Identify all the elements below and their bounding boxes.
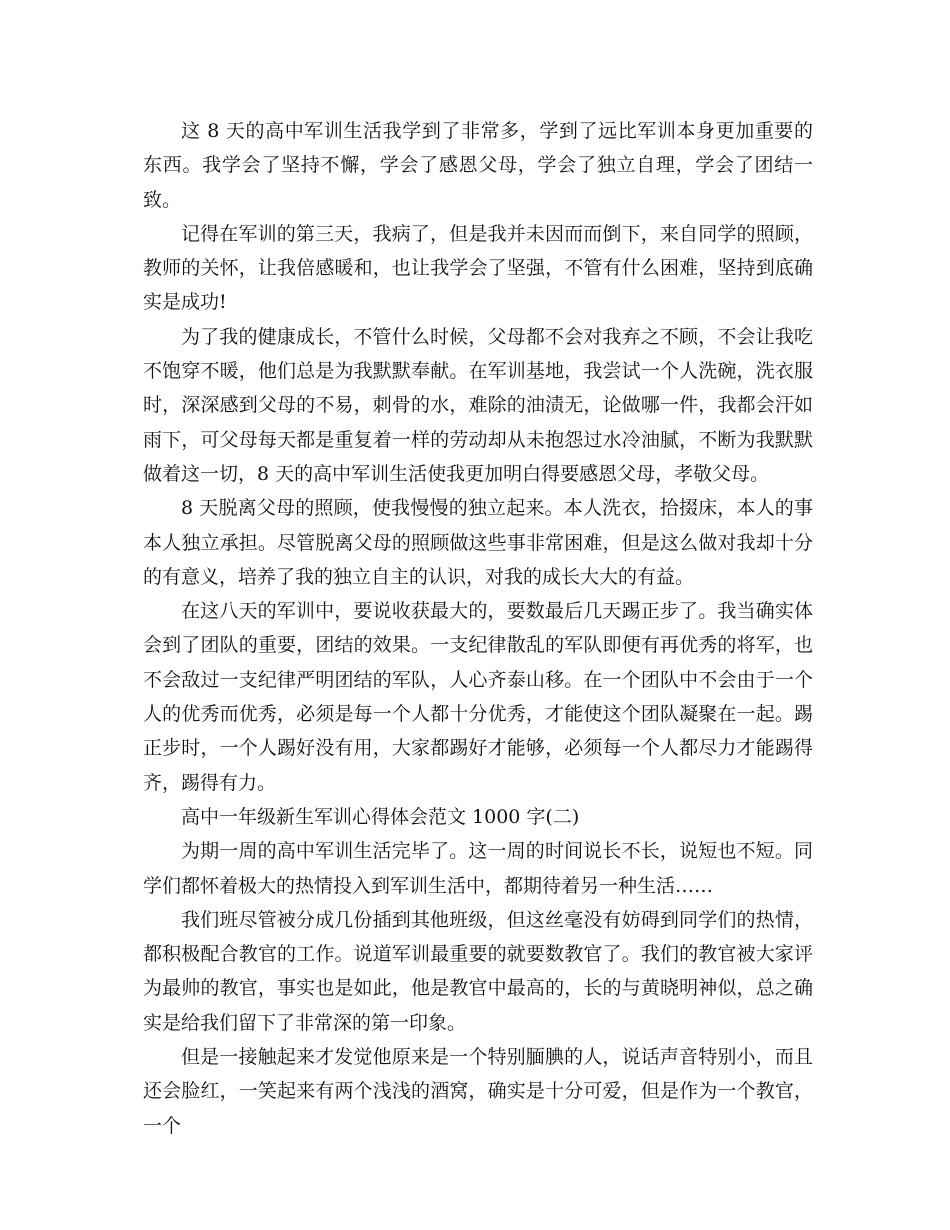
paragraph-1: 这 8 天的高中军训生活我学到了非常多，学到了远比军训本身更加重要的东西。我学会了坚持不懈，学会了感恩父母，学会了独立自理，学会了团结一致。 xyxy=(143,120,813,211)
paragraph-5: 在这八天的军训中，要说收获最大的，要数最后几天踢正步了。我当确实体会到了团队的重要，团结的效果。一支纪律散乱的军队即便有再优秀的将军，也不会敌过一支纪律严明团结的军队，人心齐泰山移。在一个团队中不会由于一个人的优秀而优秀，必须是每一个人都十分优秀，才能使这个团队凝聚在一起。踢正步时，一个人踢好没有用，大家都踢好才能够，必须每一个人都尽力才能踢得齐，踢得有力。 xyxy=(143,600,813,794)
paragraph-2: 记得在军训的第三天，我病了，但是我并未因而而倒下，来自同学的照顾，教师的关怀，让我倍感暖和，也让我学会了坚强，不管有什么困难，坚持到底确实是成功! xyxy=(143,222,813,314)
paragraph-8: 但是一接触起来才发觉他原来是一个特别腼腆的人，说话声音特别小，而且还会脸红，一笑起来有两个浅浅的酒窝，确实是十分可爱，但是作为一个教官，一个 xyxy=(143,1046,813,1137)
section-heading: 高中一年级新生军训心得体会范文 1000 字(二) xyxy=(181,805,580,828)
paragraph-6: 为期一周的高中军训生活完毕了。这一周的时间说长不长，说短也不短。同学们都怀着极大的热情投入到军训生活中，都期待着另一种生活…… xyxy=(143,840,813,897)
paragraph-3: 为了我的健康成长，不管什么时候，父母都不会对我弃之不顾，不会让我吃不饱穿不暖，他们总是为我默默奉献。在军训基地，我尝试一个人洗碗，洗衣服时，深深感到父母的不易，刺骨的水，难除的油渍无，论做哪一件，我都会汗如雨下，可父母每天都是重复着一样的劳动却从未抱怨过水冷油腻，不断为我默默做着这一切，8 天的高中军训生活使我更加明白得要感恩父母，孝敬父母。 xyxy=(143,325,813,485)
paragraph-4: 8 天脱离父母的照顾，使我慢慢的独立起来。本人洗衣，拾掇床，本人的事本人独立承担。尽管脱离父母的照顾做这些事非常困难，但是这么做对我却十分的有意义，培养了我的独立自主的认识，对我的成长大大的有益。 xyxy=(143,497,813,588)
paragraph-7: 我们班尽管被分成几份插到其他班级，但这丝毫没有妨碍到同学们的热情，都积极配合教官的工作。说道军训最重要的就要数教官了。我们的教官被大家评为最帅的教官，事实也是如此，他是教官中最高的，长的与黄晓明神似，总之确实是给我们留下了非常深的第一印象。 xyxy=(143,908,813,1034)
document-body xyxy=(143,114,813,1143)
